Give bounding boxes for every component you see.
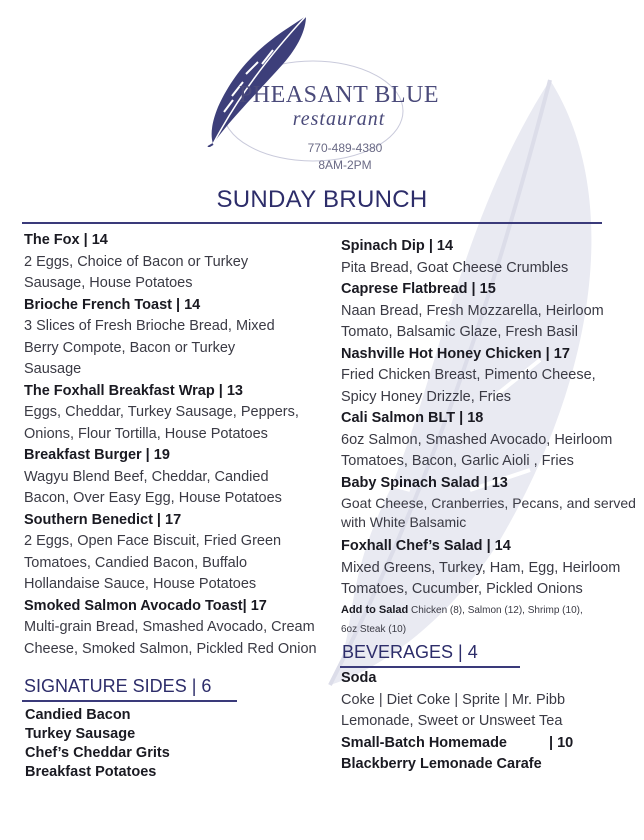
menu-item bbox=[24, 381, 324, 446]
menu-item bbox=[341, 536, 641, 601]
menu-item-desc: Spicy Honey Drizzle, Fries bbox=[341, 388, 512, 405]
menu-item-name: The Fox | 14 bbox=[24, 232, 108, 248]
menu-item bbox=[24, 230, 324, 295]
menu-item bbox=[24, 295, 324, 381]
menu-item-name: Baby Spinach Salad | 13 bbox=[341, 474, 508, 491]
menu-item bbox=[341, 236, 641, 279]
menu-item bbox=[341, 344, 641, 409]
menu-item-desc: 2 Eggs, Open Face Biscuit, Fried Green bbox=[24, 533, 282, 549]
menu-item-desc: Tomatoes, Candied Bacon, Buffalo bbox=[24, 554, 248, 571]
menu-item-name: Spinach Dip | 14 bbox=[341, 238, 454, 254]
lemonade-carafe-name bbox=[341, 733, 631, 755]
add-to-salad bbox=[341, 601, 641, 639]
hours: 8AM-2PM bbox=[318, 158, 372, 172]
menu-item-desc: Fried Chicken Breast, Pimento Cheese, bbox=[341, 367, 596, 383]
contact-info bbox=[280, 140, 410, 174]
add-to-salad-label: Add to Salad bbox=[341, 603, 409, 616]
brand-name: PHEASANT BLUE bbox=[238, 82, 440, 108]
side-item: Breakfast Potatoes bbox=[25, 764, 157, 780]
menu-item-desc: Bacon, Over Easy Egg, House Potatoes bbox=[24, 490, 282, 506]
side-item: Chef’s Cheddar Grits bbox=[25, 745, 170, 761]
menu-item-desc: Berry Compote, Bacon or Turkey bbox=[24, 339, 236, 356]
menu-item-desc: with White Balsamic bbox=[341, 514, 467, 530]
menu-item-name: Cali Salmon BLT | 18 bbox=[341, 410, 484, 426]
sides-divider bbox=[22, 700, 237, 702]
beverages-list bbox=[341, 668, 631, 776]
sides-list bbox=[25, 706, 170, 782]
menu-item-desc: Sausage, House Potatoes bbox=[24, 275, 193, 291]
menu-item-desc: Multi-grain Bread, Smashed Avocado, Cream bbox=[24, 619, 315, 635]
tea-options: Lemonade, Sweet or Unsweet Tea bbox=[341, 713, 563, 729]
lemonade-carafe-name-1: Small-Batch Homemade bbox=[341, 734, 507, 751]
restaurant-logo bbox=[236, 82, 442, 130]
side-item: Candied Bacon bbox=[25, 707, 131, 723]
menu-item-desc: 3 Slices of Fresh Brioche Bread, Mixed bbox=[24, 318, 275, 334]
menu-item-name: Southern Benedict | 17 bbox=[24, 511, 182, 528]
sides-heading: SIGNATURE SIDES | 6 bbox=[24, 676, 212, 696]
beverages-heading: BEVERAGES | 4 bbox=[342, 642, 478, 662]
title-divider bbox=[22, 222, 602, 224]
menu-item-desc: Tomato, Balsamic Glaze, Fresh Basil bbox=[341, 324, 578, 340]
add-to-salad-options-2: 6oz Steak (10) bbox=[341, 623, 407, 635]
menu-item-desc: Tomatoes, Bacon, Garlic Aioli , Fries bbox=[341, 453, 574, 469]
menu-item-desc: Goat Cheese, Cranberries, Pecans, and served bbox=[341, 495, 636, 511]
brand-subtitle: restaurant bbox=[292, 108, 386, 130]
phone-number: 770-489-4380 bbox=[307, 141, 383, 155]
menu-item-desc: Wagyu Blend Beef, Cheddar, Candied bbox=[24, 468, 269, 485]
menu-item-desc: Mixed Greens, Turkey, Ham, Egg, Heirloom bbox=[341, 559, 621, 576]
menu-item bbox=[341, 408, 641, 473]
lemonade-carafe-name-2: Blackberry Lemonade Carafe bbox=[341, 756, 542, 772]
lemonade-carafe-price: | 10 bbox=[549, 734, 574, 751]
add-to-salad-options: Chicken (8), Salmon (12), Shrimp (10), bbox=[408, 604, 583, 616]
menu-item-name: The Foxhall Breakfast Wrap | 13 bbox=[24, 382, 243, 399]
menu-item-name: Foxhall Chef’s Salad | 14 bbox=[341, 538, 511, 554]
menu-item-desc: 6oz Salmon, Smashed Avocado, Heirloom bbox=[341, 431, 613, 448]
menu-item bbox=[341, 279, 641, 344]
left-menu-column bbox=[24, 230, 324, 660]
menu-item bbox=[341, 473, 641, 533]
side-item: Turkey Sausage bbox=[25, 726, 136, 742]
menu-item-desc: Pita Bread, Goat Cheese Crumbles bbox=[341, 259, 569, 276]
menu-item-name: Nashville Hot Honey Chicken | 17 bbox=[341, 345, 570, 362]
soda-label: Soda bbox=[341, 670, 377, 686]
menu-item-desc: Cheese, Smoked Salmon, Pickled Red Onion bbox=[24, 640, 317, 657]
menu-item-desc: Tomatoes, Cucumber, Pickled Onions bbox=[341, 581, 583, 597]
soda-options: Coke | Diet Coke | Sprite | Mr. Pibb bbox=[341, 691, 566, 708]
menu-item bbox=[24, 445, 324, 510]
menu-item-name: Caprese Flatbread | 15 bbox=[341, 281, 496, 297]
menu-item bbox=[24, 510, 324, 596]
menu-item-desc: Hollandaise Sauce, House Potatoes bbox=[24, 576, 257, 592]
menu-item-desc: 2 Eggs, Choice of Bacon or Turkey bbox=[24, 253, 249, 270]
menu-item-desc: Onions, Flour Tortilla, House Potatoes bbox=[24, 425, 268, 442]
menu-item-name: Smoked Salmon Avocado Toast| 17 bbox=[24, 597, 267, 614]
menu-item-name: Brioche French Toast | 14 bbox=[24, 296, 201, 313]
menu-item-desc: Sausage bbox=[24, 361, 82, 377]
menu-item-desc: Eggs, Cheddar, Turkey Sausage, Peppers, bbox=[24, 404, 299, 420]
menu-title: SUNDAY BRUNCH bbox=[216, 186, 428, 213]
menu-item-name: Breakfast Burger | 19 bbox=[24, 447, 170, 463]
menu-item-desc: Naan Bread, Fresh Mozzarella, Heirloom bbox=[341, 302, 604, 319]
right-menu-column bbox=[341, 236, 641, 639]
menu-item bbox=[24, 596, 324, 661]
